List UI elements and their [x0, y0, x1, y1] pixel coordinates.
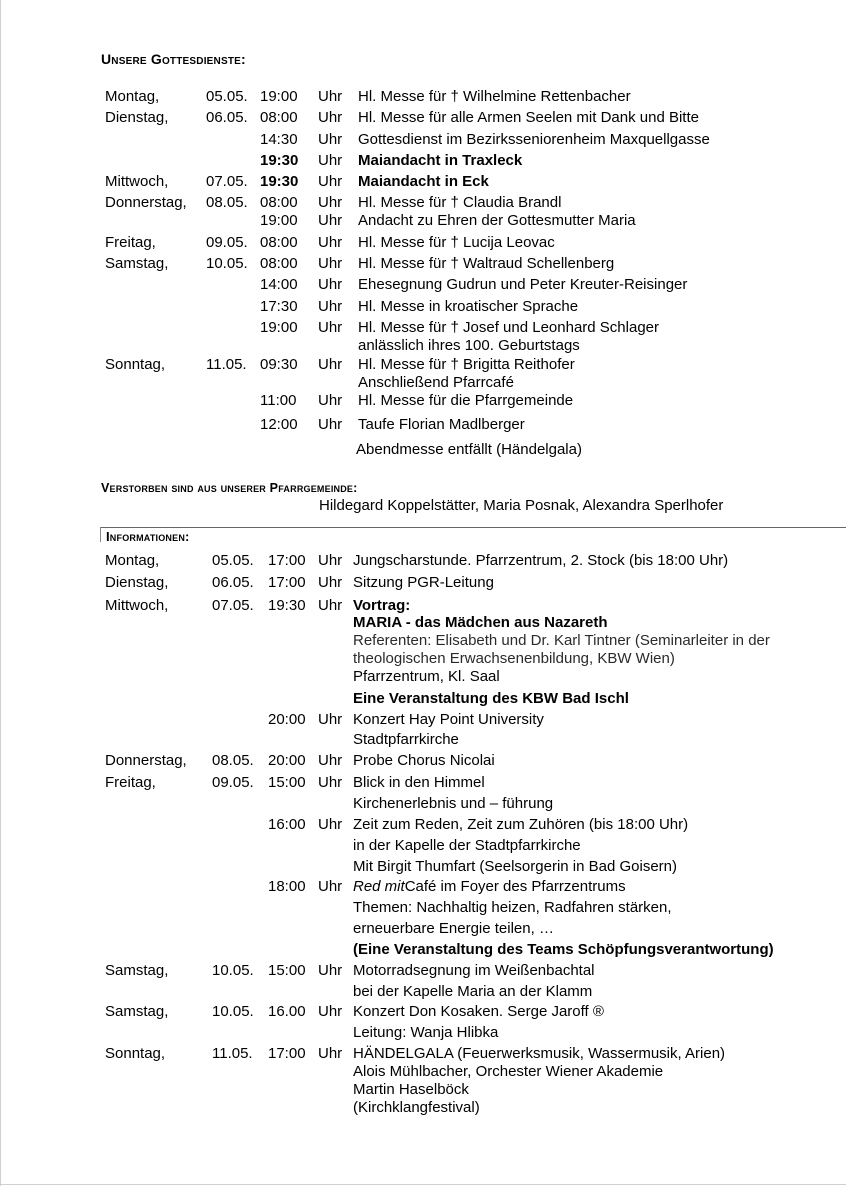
- event-time: 19:30: [268, 597, 306, 614]
- event-date: 09.05.: [212, 774, 254, 791]
- event-text: Café im Foyer des Pfarrzentrums: [404, 878, 626, 895]
- service-text: Ehesegnung Gudrun und Peter Kreuter-Reisinger: [358, 276, 688, 293]
- event-uhr: Uhr: [318, 816, 343, 833]
- service-text: Hl. Messe in kroatischer Sprache: [358, 298, 579, 315]
- service-day: Freitag,: [105, 234, 156, 251]
- event-date: 05.05.: [212, 552, 254, 569]
- informationen-heading-text: Informationen: [106, 529, 186, 544]
- event-text: Probe Chorus Nicolai: [353, 752, 495, 769]
- service-date: 07.05.: [206, 173, 248, 190]
- service-date: 11.05.: [206, 356, 247, 373]
- event-date: 10.05.: [212, 962, 254, 979]
- event-text: Themen: Nachhaltig heizen, Radfahren stärken,: [353, 899, 672, 916]
- section-divider: [100, 527, 846, 528]
- event-uhr: Uhr: [318, 962, 343, 979]
- service-uhr: Uhr: [318, 356, 343, 373]
- verstorben-heading-colon: :: [353, 481, 358, 495]
- event-text: Eine Veranstaltung des KBW Bad Ischl: [353, 690, 629, 707]
- service-text: Hl. Messe für † Wilhelmine Rettenbacher: [358, 88, 631, 105]
- service-uhr: Uhr: [318, 109, 343, 126]
- service-text: Maiandacht in Traxleck: [358, 152, 523, 169]
- event-time: 16:00: [268, 816, 306, 833]
- service-date: 10.05.: [206, 255, 248, 272]
- event-date: 11.05.: [212, 1045, 253, 1062]
- service-date: 09.05.: [206, 234, 248, 251]
- service-text: anlässlich ihres 100. Geburtstags: [358, 337, 580, 354]
- service-uhr: Uhr: [318, 131, 343, 148]
- event-day: Mittwoch,: [105, 597, 169, 614]
- event-text: Referenten: Elisabeth und Dr. Karl Tintner (Seminarleiter in der: [353, 632, 770, 649]
- service-time: 08:00: [260, 109, 298, 126]
- event-date: 07.05.: [212, 597, 254, 614]
- page-edge-bottom: [0, 1184, 846, 1185]
- service-day: Donnerstag,: [105, 194, 187, 211]
- gottesdienste-heading: Unsere Gottesdienste:: [101, 51, 246, 67]
- event-time: 17:00: [268, 1045, 306, 1062]
- service-text: Anschließend Pfarrcafé: [358, 374, 514, 391]
- service-time: 08:00: [260, 194, 298, 211]
- event-uhr: Uhr: [318, 1003, 343, 1020]
- service-day: Montag,: [105, 88, 160, 105]
- event-day: Samstag,: [105, 1003, 169, 1020]
- verstorben-heading-text: Verstorben sind aus unserer Pfarrgemeinde: [101, 481, 354, 495]
- informationen-heading: [106, 529, 190, 544]
- service-text: Gottesdienst im Bezirksseniorenheim Maxquellgasse: [358, 131, 710, 148]
- event-day: Sonntag,: [105, 1045, 166, 1062]
- informationen-heading-colon: :: [185, 529, 190, 544]
- service-text: Hl. Messe für alle Armen Seelen mit Dank und Bitte: [358, 109, 699, 126]
- service-date: 06.05.: [206, 109, 248, 126]
- service-text: Abendmesse entfällt (Händelgala): [356, 441, 582, 458]
- verstorben-heading: [101, 481, 358, 495]
- service-uhr: Uhr: [318, 88, 343, 105]
- service-time: 08:00: [260, 234, 298, 251]
- event-day: Dienstag,: [105, 574, 169, 591]
- event-text: Mit Birgit Thumfart (Seelsorgerin in Bad Goisern): [353, 858, 678, 875]
- service-time: 09:30: [260, 356, 298, 373]
- service-uhr: Uhr: [318, 234, 343, 251]
- service-uhr: Uhr: [318, 212, 343, 229]
- event-time: 17:00: [268, 574, 306, 591]
- service-text: Hl. Messe für † Josef und Leonhard Schlager: [358, 319, 660, 336]
- event-time: 17:00: [268, 552, 306, 569]
- event-uhr: Uhr: [318, 552, 343, 569]
- event-uhr: Uhr: [318, 597, 343, 614]
- event-text: Stadtpfarrkirche: [353, 731, 459, 748]
- event-text: Blick in den Himmel: [353, 774, 485, 791]
- event-text: theologischen Erwachsenenbildung, KBW Wien): [353, 650, 675, 667]
- service-time: 19:00: [260, 319, 298, 336]
- service-text: Hl. Messe für † Waltraud Schellenberg: [358, 255, 615, 272]
- event-time: 15:00: [268, 962, 306, 979]
- service-time: 14:00: [260, 276, 298, 293]
- service-date: 08.05.: [206, 194, 248, 211]
- service-time: 08:00: [260, 255, 298, 272]
- service-time: 19:00: [260, 88, 298, 105]
- service-uhr: Uhr: [318, 416, 343, 433]
- event-text: Vortrag:: [353, 597, 411, 614]
- event-day: Donnerstag,: [105, 752, 187, 769]
- service-uhr: Uhr: [318, 194, 343, 211]
- event-day: Samstag,: [105, 962, 169, 979]
- event-text: Sitzung PGR-Leitung: [353, 574, 494, 591]
- event-text: bei der Kapelle Maria an der Klamm: [353, 983, 593, 1000]
- event-time: 15:00: [268, 774, 306, 791]
- event-date: 08.05.: [212, 752, 254, 769]
- event-text: Kirchenerlebnis und – führung: [353, 795, 554, 812]
- service-date: 05.05.: [206, 88, 248, 105]
- service-uhr: Uhr: [318, 173, 343, 190]
- event-text: Pfarrzentrum, Kl. Saal: [353, 668, 500, 685]
- event-text: Konzert Don Kosaken. Serge Jaroff ®: [353, 1003, 604, 1020]
- event-text: Leitung: Wanja Hlibka: [353, 1024, 499, 1041]
- event-uhr: Uhr: [318, 574, 343, 591]
- service-text: Hl. Messe für † Claudia Brandl: [358, 194, 562, 211]
- service-uhr: Uhr: [318, 298, 343, 315]
- event-time: 20:00: [268, 711, 306, 728]
- event-text: in der Kapelle der Stadtpfarrkirche: [353, 837, 581, 854]
- event-time: 18:00: [268, 878, 306, 895]
- service-day: Dienstag,: [105, 109, 169, 126]
- service-time: 19:30: [260, 173, 299, 190]
- event-date: 06.05.: [212, 574, 254, 591]
- event-uhr: Uhr: [318, 774, 343, 791]
- service-time: 19:00: [260, 212, 298, 229]
- service-text: Maiandacht in Eck: [358, 173, 489, 190]
- service-time: 19:30: [260, 152, 299, 169]
- service-uhr: Uhr: [318, 319, 343, 336]
- service-text: Taufe Florian Madlberger: [358, 416, 525, 433]
- service-uhr: Uhr: [318, 276, 343, 293]
- event-day: Montag,: [105, 552, 160, 569]
- service-time: 17:30: [260, 298, 298, 315]
- event-date: 10.05.: [212, 1003, 254, 1020]
- service-uhr: Uhr: [318, 392, 343, 409]
- service-time: 11:00: [260, 392, 297, 409]
- event-text-italic: Red mit: [353, 878, 405, 895]
- section-divider-corner: [100, 527, 101, 542]
- event-uhr: Uhr: [318, 752, 343, 769]
- service-uhr: Uhr: [318, 255, 343, 272]
- page-edge-left: [0, 0, 1, 1186]
- event-text: Zeit zum Reden, Zeit zum Zuhören (bis 18:00 Uhr): [353, 816, 689, 833]
- service-text: Hl. Messe für die Pfarrgemeinde: [358, 392, 574, 409]
- event-text: Motorradsegnung im Weißenbachtal: [353, 962, 595, 979]
- service-text: Andacht zu Ehren der Gottesmutter Maria: [358, 212, 636, 229]
- service-time: 14:30: [260, 131, 298, 148]
- event-text: HÄNDELGALA (Feuerwerksmusik, Wassermusik, Arien): [353, 1045, 726, 1062]
- service-time: 12:00: [260, 416, 298, 433]
- gottesdienste-heading-text: Unsere Gottesdienste: [101, 51, 242, 67]
- service-day: Sonntag,: [105, 356, 166, 373]
- event-uhr: Uhr: [318, 1045, 343, 1062]
- event-text: Jungscharstunde. Pfarrzentrum, 2. Stock (bis 18:00 Uhr): [353, 552, 729, 569]
- event-time: 16.00: [268, 1003, 306, 1020]
- verstorben-names: Hildegard Koppelstätter, Maria Posnak, Alexandra Sperlhofer: [319, 497, 724, 514]
- event-text: Konzert Hay Point University: [353, 711, 544, 728]
- service-day: Mittwoch,: [105, 173, 169, 190]
- service-uhr: Uhr: [318, 152, 343, 169]
- event-day: Freitag,: [105, 774, 156, 791]
- event-text: MARIA - das Mädchen aus Nazareth: [353, 614, 608, 631]
- event-text: erneuerbare Energie teilen, …: [353, 920, 554, 937]
- event-text: (Kirchklangfestival): [353, 1099, 480, 1116]
- event-text: Martin Haselböck: [353, 1081, 469, 1098]
- service-text: Hl. Messe für † Lucija Leovac: [358, 234, 555, 251]
- event-text: (Eine Veranstaltung des Teams Schöpfungsverantwortung): [353, 941, 774, 958]
- event-uhr: Uhr: [318, 878, 343, 895]
- service-text: Hl. Messe für † Brigitta Reithofer: [358, 356, 575, 373]
- event-uhr: Uhr: [318, 711, 343, 728]
- event-time: 20:00: [268, 752, 306, 769]
- service-day: Samstag,: [105, 255, 169, 272]
- event-text: Alois Mühlbacher, Orchester Wiener Akademie: [353, 1063, 664, 1080]
